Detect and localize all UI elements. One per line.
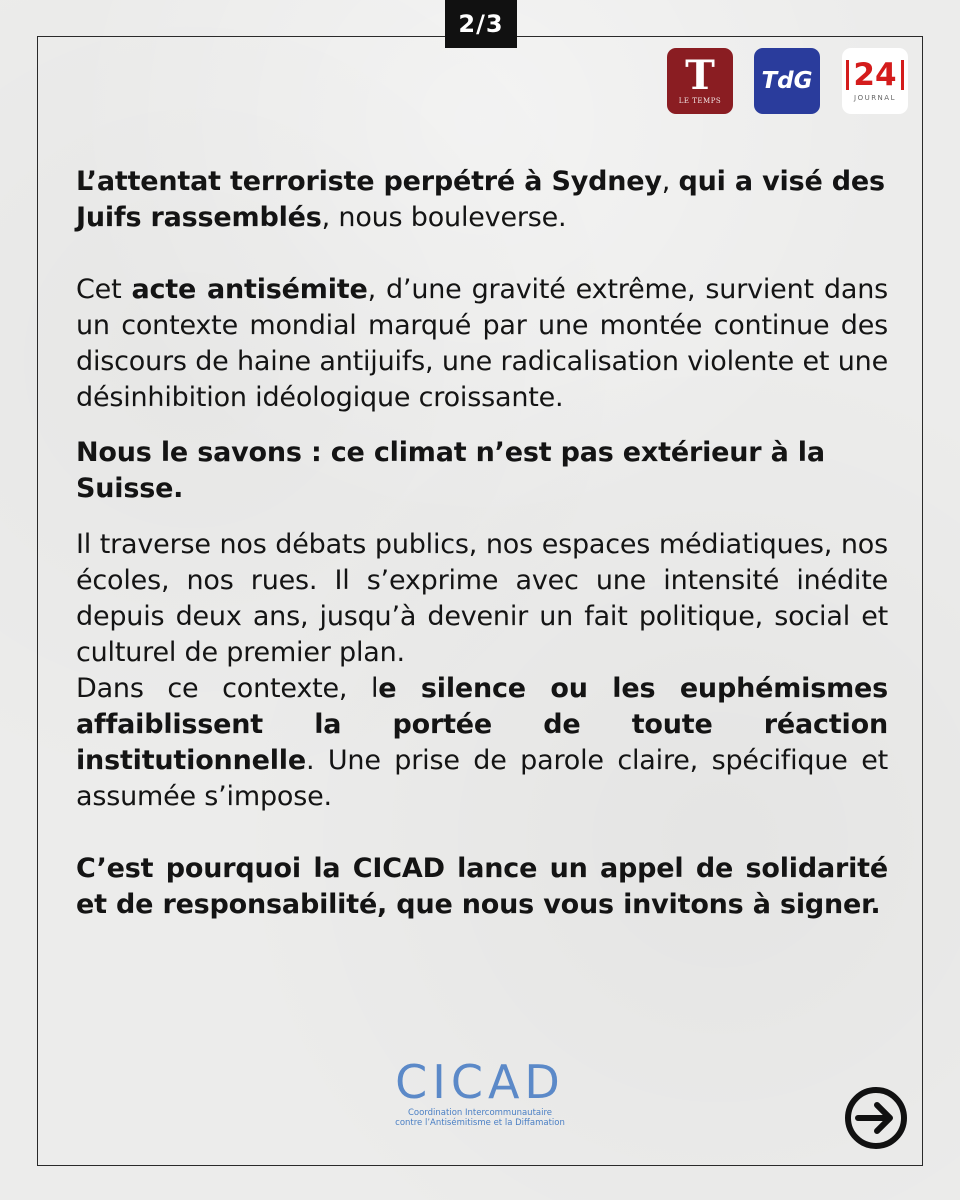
bold-text: L’attentat terroriste perpétré à Sydney — [76, 166, 662, 197]
cicad-logo-word: CICAD — [395, 1055, 565, 1109]
le-temps-logo — [667, 48, 733, 114]
next-button[interactable] — [844, 1086, 908, 1150]
bold-text: Nous le savons : ce climat n’est pas extérieur à la Suisse. — [76, 437, 825, 504]
paragraph-climate-switzerland — [76, 435, 888, 507]
bold-text: qui a visé des Juifs rassemblés — [76, 166, 885, 233]
text: Cet — [76, 274, 132, 305]
main-text — [76, 164, 888, 923]
bold-text: C’est pourquoi la CICAD lance un appel de solidarité et de responsabilité, que nous vous invitons à signer. — [76, 853, 888, 920]
24-logo-number: 24 — [846, 60, 903, 90]
text: Dans ce contexte, l — [76, 673, 379, 704]
tdg-logo — [754, 48, 820, 114]
cicad-logo-line1: Coordination Intercommunautaire — [407, 1108, 553, 1118]
paragraph-public-debates — [76, 527, 888, 671]
page-indicator: 2/3 — [445, 0, 517, 48]
24-heures-logo — [842, 48, 908, 114]
text: Il traverse nos débats publics, nos espaces médiatiques, nos écoles, nos rues. Il s’exprime avec une intensité inédite depuis deux ans, jusqu’à devenir un fait politique, social et culturel de premier plan. — [76, 529, 888, 668]
bold-text: acte antisémite — [131, 274, 368, 305]
paragraph-silence-euphemisms — [76, 671, 888, 815]
paragraph-antisemitic-act — [76, 272, 888, 416]
paragraph-cicad-appeal — [76, 851, 888, 923]
paragraph-sydney-attack — [76, 164, 888, 236]
cicad-logo — [386, 1055, 574, 1130]
text: , d’une gravité extrême, survient dans un contexte mondial marqué par une montée continue des discours de haine antijuifs, une radicalisation violente et une désinhibition idéologique croissante. — [76, 274, 888, 413]
arrow-right-circle-icon — [844, 1086, 908, 1150]
bold-text: e silence ou les euphémismes affaiblissent la portée de toute réaction institutionnelle — [76, 673, 888, 776]
text: , nous bouleverse. — [321, 202, 567, 233]
le-temps-logo-letter: T — [685, 52, 715, 99]
24-logo-caption: JOURNAL — [854, 94, 896, 102]
le-temps-logo-caption: LE TEMPS — [678, 97, 722, 105]
cicad-logo-line2: contre l’Antisémitisme et la Diffamation — [395, 1118, 565, 1128]
text: . Une prise de parole claire, spécifique et assumée s’impose. — [76, 745, 888, 812]
tdg-logo-text: TdG — [761, 68, 813, 94]
text: , — [661, 166, 679, 197]
